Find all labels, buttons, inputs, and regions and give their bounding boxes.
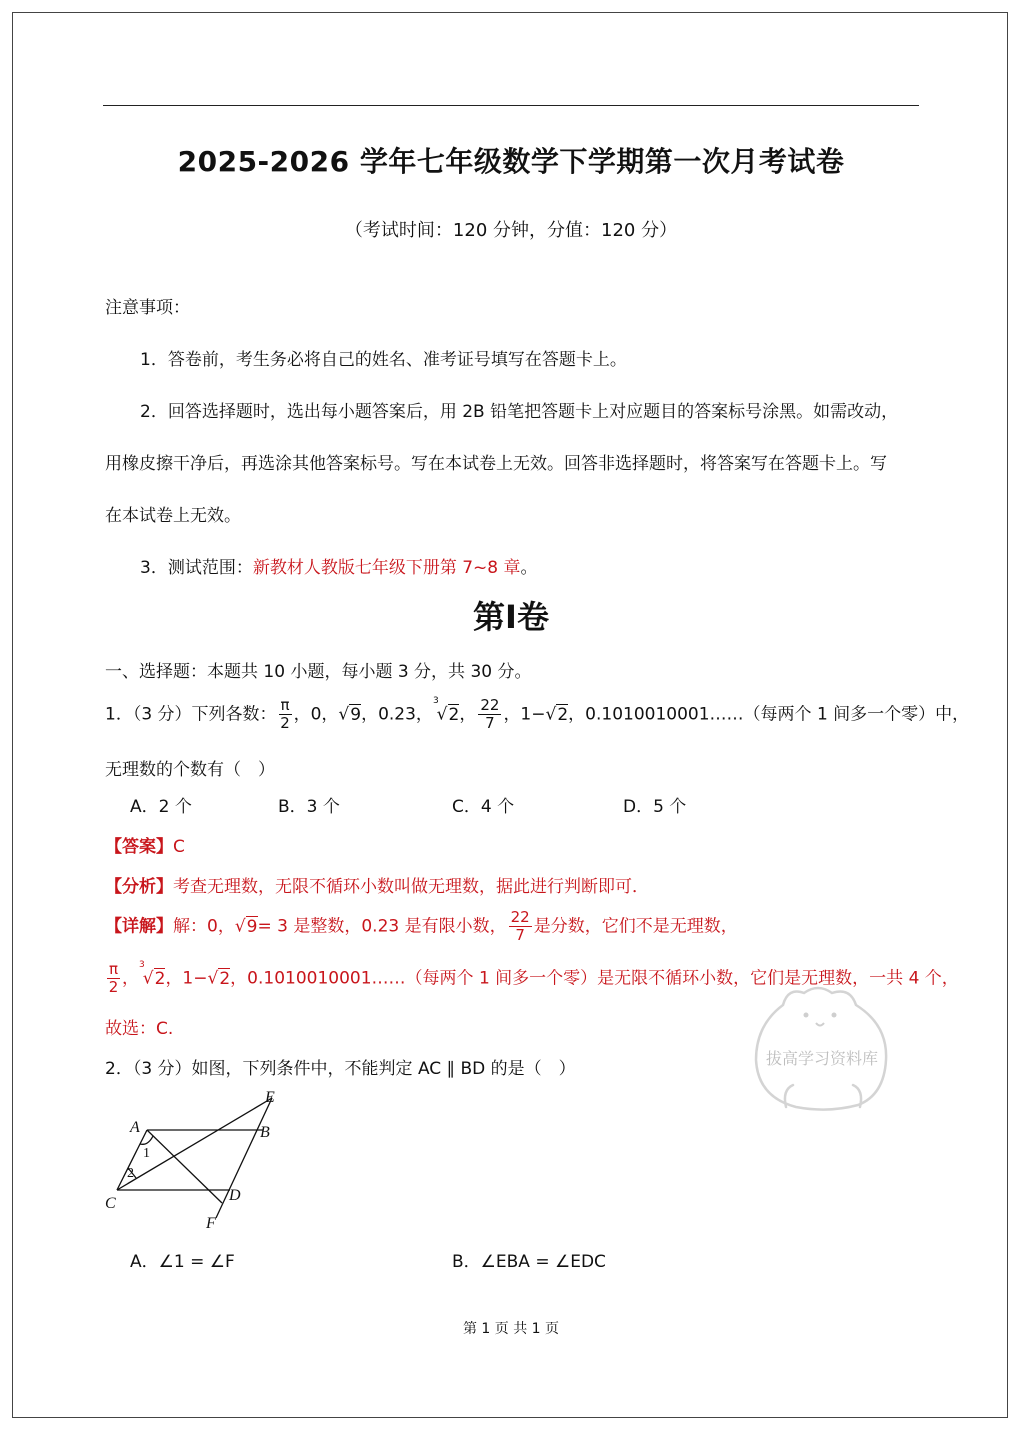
q1-stem: 1．（3 分）下列各数： $\frac{\pi}{2}$ ，0，√9，0.23，$^3$√2， $\frac{22}{7}$ ，1−√2，0.1010010001……（每两个 1 间多一个零）中， [105,696,970,732]
q2-stem: 2．（3 分）如图，下列条件中，不能判定 AC ∥ BD 的是（ ） [105,1059,576,1079]
exam-title: 2025-2026 学年七年级数学下学期第一次月考试卷 [177,145,845,178]
q1-line-2: 无理数的个数有（ ） [105,760,275,780]
point-label-f: F [206,1215,216,1232]
fraction-22-over-7 [478,698,501,731]
analysis-text: 考查无理数，无限不循环小数叫做无理数，据此进行判断即可． [173,877,649,897]
q1-detail-line-2: $\frac{\pi}{2}$ ，$^3$√2，1−√2，0.1010010001……（每两个 1 间多一个零）是无限不循环小数，它们是无理数，一共 4 个， [108,960,959,996]
frac-num: π [280,696,290,714]
frac-num: π [109,960,119,978]
angle-label-1: 1 [143,1146,150,1161]
detail2-a: ，1− [165,968,208,989]
note-item-2-line-3: 在本试卷上无效。 [105,506,241,526]
note-item-3 [140,553,538,578]
sqrt-2: 2 [557,704,569,725]
q2-geometry-figure [100,1086,300,1236]
fraction-pi-over-2 [279,698,292,731]
q1-sep: ， [122,968,140,989]
notes-heading: 注意事项： [105,298,190,318]
page-footer: 第 1 页 共 1 页 [462,1321,560,1337]
cube-root-index: 3 [139,960,145,970]
note-item-1: 1．答卷前，考生务必将自己的姓名、准考证号填写在答题卡上。 [140,350,627,370]
q1-lead: 1．（3 分）下列各数： [105,704,277,725]
q1-tail: ，0.1010010001……（每两个 1 间多一个零）中， [568,704,970,725]
q1-option-d[interactable]: D．5 个 [623,797,687,817]
q1-one-minus: ，1− [503,704,546,725]
cube-root-radicand: 2 [448,704,460,725]
point-label-d: D [229,1187,241,1204]
q1-dec: ，0.23， [361,704,433,725]
q1-option-a[interactable]: A．2 个 [130,797,192,817]
note-item-2-line-2: 用橡皮擦干净后，再选涂其他答案标号。写在本试卷上无效。回答非选择题时，将答案写在答题卡上。写 [105,454,887,474]
frac-den: 7 [515,926,525,944]
q2-option-a[interactable]: A．∠1 = ∠F [130,1252,235,1272]
q2-option-b[interactable]: B．∠EBA = ∠EDC [452,1252,606,1272]
point-label-b: B [260,1124,270,1141]
point-label-c: C [105,1195,116,1212]
frac-num: 22 [510,908,530,926]
q1-option-c[interactable]: C．4 个 [452,797,515,817]
detail2-b: ，0.1010010001……（每两个 1 间多一个零）是无限不循环小数，它们是无理数，一共 4 个， [230,968,959,989]
detail-a: 解：0， [173,916,235,937]
angle-label-2: 2 [127,1166,134,1181]
point-label-e: E [265,1089,275,1106]
cube-root-radicand: 2 [154,968,166,989]
note-item-3-suffix: 。 [520,558,538,578]
q1-choose: 故选：C. [105,1019,174,1039]
cube-root-index: 3 [432,696,439,706]
detail-tag: 【详解】 [105,916,173,937]
sqrt-9: 9 [246,916,258,937]
q1-sep: ， [459,704,477,725]
q1-option-b[interactable]: B．3 个 [278,797,340,817]
note-item-3-prefix: 3．测试范围： [140,558,253,578]
watermark-text: 拔高学习资料库 [765,1051,879,1068]
frac-den: 2 [280,714,290,732]
sqrt-9: 9 [350,704,362,725]
analysis-tag: 【分析】 [105,877,173,897]
frac-den: 2 [108,978,119,996]
answer-value: C [173,837,185,857]
section-heading: 一、选择题：本题共 10 小题，每小题 3 分，共 30 分。 [105,662,532,682]
sqrt-2: 2 [219,968,231,989]
fraction-pi-over-2 [107,962,120,995]
volume-title: 第Ⅰ卷 [473,598,549,636]
answer-tag: 【答案】 [105,837,173,857]
point-label-a: A [130,1119,140,1136]
watermark-bear-icon [738,965,908,1115]
header-rule [103,105,919,106]
frac-den: 7 [485,714,495,732]
q1-zero: ，0， [293,704,339,725]
q1-analysis [105,872,649,897]
test-range: 新教材人教版七年级下册第 7~8 章 [252,558,521,578]
frac-num: 22 [480,696,500,714]
q1-detail: 【详解】解：0，√9= 3 是整数，0.23 是有限小数， $\frac{22}{7}$ 是分数，它们不是无理数， [105,908,738,944]
fraction-22-over-7 [509,910,532,943]
q1-answer [105,832,185,857]
detail-b: = 3 是整数，0.23 是有限小数， [257,916,507,937]
exam-subtitle: （考试时间：120 分钟，分值：120 分） [344,220,678,241]
detail-c: 是分数，它们不是无理数， [533,916,738,937]
note-item-2-line-1: 2．回答选择题时，选出每小题答案后，用 2B 铅笔把答题卡上对应题目的答案标号涂黑。如需改动， [140,402,899,422]
